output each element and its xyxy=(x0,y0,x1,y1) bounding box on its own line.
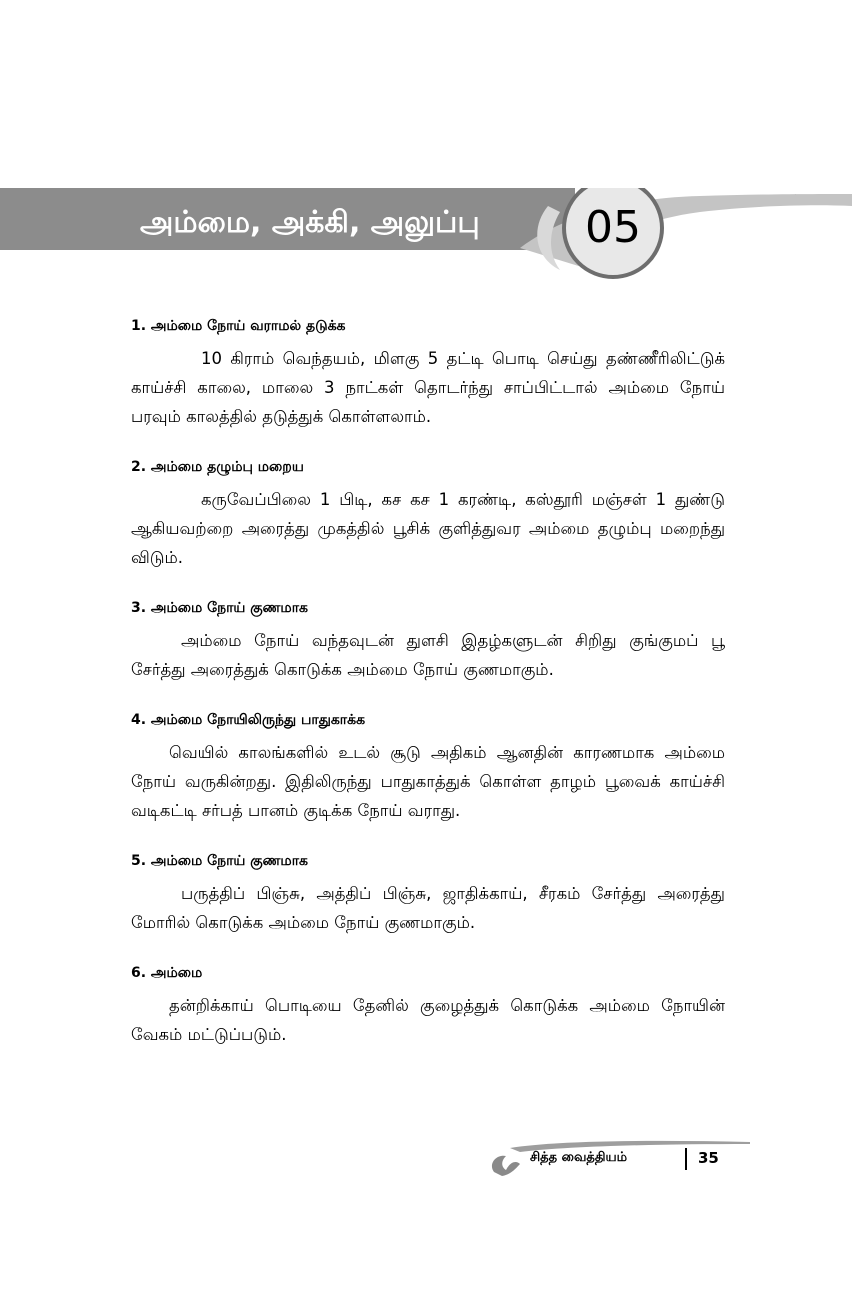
page-number: 35 xyxy=(698,1149,719,1167)
section-body: 10 கிராம் வெந்தயம், மிளகு 5 தட்டி பொடி செய்து தண்ணீரிலிட்டுக் காய்ச்சி காலை, மாலை 3 நாட்கள் தொடர்ந்து சாப்பிட்டால் அம்மை நோய் பரவும் காலத்தில் தடுத்துக் கொள்ளலாம். xyxy=(131,349,725,426)
chapter-title: அம்மை, அக்கி, அலுப்பு xyxy=(140,205,480,240)
section-heading: 6. அம்மை xyxy=(131,965,203,981)
remedy-section-1 xyxy=(131,312,725,431)
section-body: அம்மை நோய் வந்தவுடன் துளசி இதழ்களுடன் சிறிது குங்குமப் பூ சேர்த்து அரைத்துக் கொடுக்க அம்மை நோய் குணமாகும். xyxy=(131,631,725,679)
section-body: வெயில் காலங்களில் உடல் சூடு அதிகம் ஆனதின் காரணமாக அம்மை நோய் வருகின்றது. இதிலிருந்து பாதுகாத்துக் கொள்ள தாழம் பூவைக் காய்ச்சி வடிகட்டி சர்பத் பானம் குடிக்க நோய் வராது. xyxy=(131,743,725,820)
section-heading: 3. அம்மை நோய் குணமாக xyxy=(131,600,308,616)
section-heading: 1. அம்மை நோய் வராமல் தடுக்க xyxy=(131,318,346,334)
section-body: கருவேப்பிலை 1 பிடி, கச கச 1 கரண்டி, கஸ்தூரி மஞ்சள் 1 துண்டு ஆகியவற்றை அரைத்து முகத்தில் பூசிக் குளித்துவர அம்மை தழும்பு மறைந்து விடும். xyxy=(131,490,725,567)
remedy-section-5 xyxy=(131,847,725,937)
section-body: பருத்திப் பிஞ்சு, அத்திப் பிஞ்சு, ஜாதிக்காய், சீரகம் சேர்த்து அரைத்து மோரில் கொடுக்க அம்மை நோய் குணமாகும். xyxy=(131,884,725,932)
footer-book-title: சித்த வைத்தியம் xyxy=(530,1150,628,1165)
remedy-section-4 xyxy=(131,706,725,825)
footer-divider xyxy=(685,1148,687,1170)
remedy-section-3 xyxy=(131,594,725,684)
section-heading: 4. அம்மை நோயிலிருந்து பாதுகாக்க xyxy=(131,712,366,728)
chapter-number: 05 xyxy=(585,202,641,253)
page-footer xyxy=(480,1138,750,1178)
page-content xyxy=(131,312,725,1071)
remedy-section-6 xyxy=(131,959,725,1049)
section-heading: 5. அம்மை நோய் குணமாக xyxy=(131,853,308,869)
section-body: தன்றிக்காய் பொடியை தேனில் குழைத்துக் கொடுக்க அம்மை நோயின் வேகம் மட்டுப்படும். xyxy=(131,996,725,1044)
remedy-section-2 xyxy=(131,453,725,572)
section-heading: 2. அம்மை தழும்பு மறைய xyxy=(131,459,304,475)
